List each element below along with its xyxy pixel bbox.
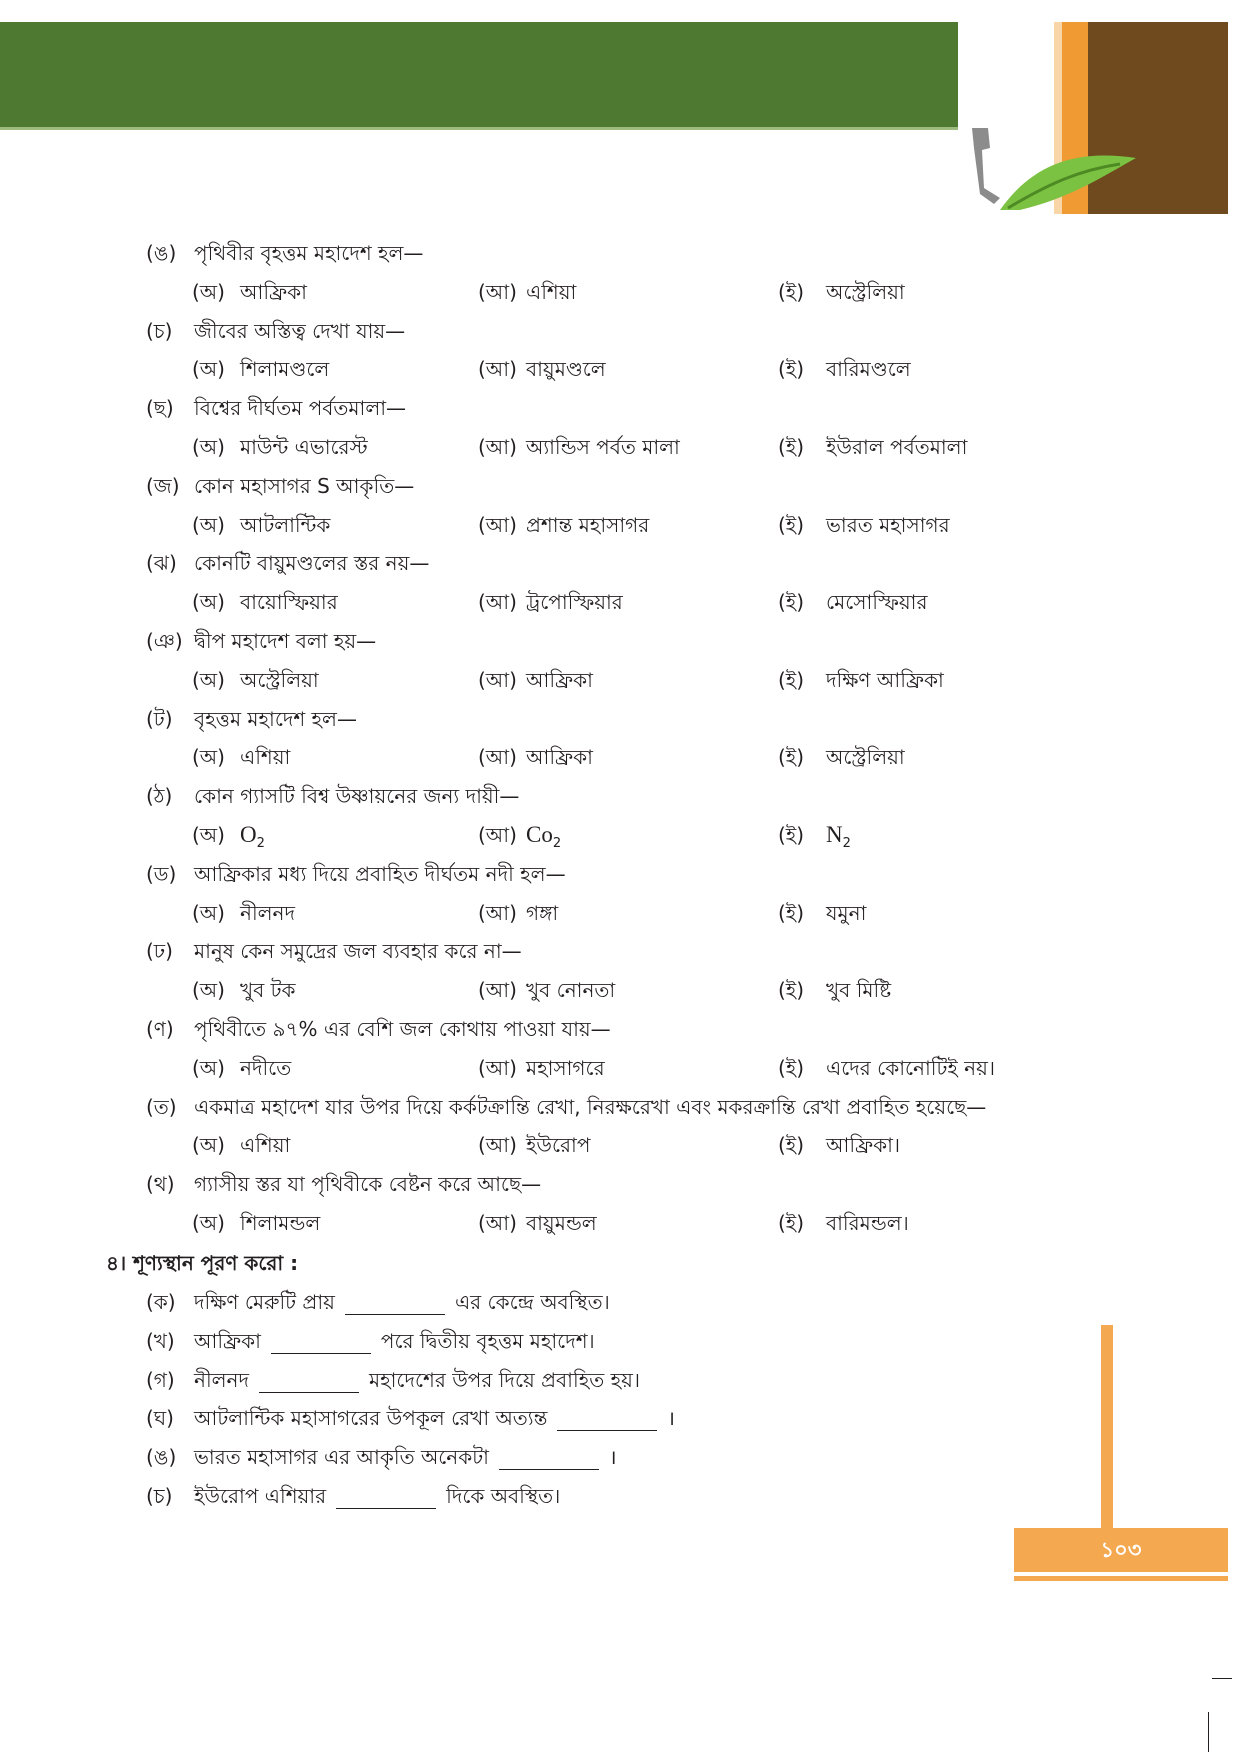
item-number: (ঘ) <box>146 1406 174 1431</box>
question-text: কোন মহাসাগর S আকৃতি— <box>194 473 415 498</box>
mcq-option <box>778 1052 995 1084</box>
mcq-question <box>146 1168 541 1200</box>
option-text: বায়ুমণ্ডলে <box>526 357 606 382</box>
option-text: N <box>826 822 843 847</box>
item-text-after: পরে দ্বিতীয় বৃহত্তম মহাদেশ। <box>380 1328 595 1353</box>
mcq-option <box>778 819 851 851</box>
mcq-option <box>192 1052 291 1084</box>
option-label: (ই) <box>778 357 805 382</box>
option-label: (ই) <box>778 1211 805 1235</box>
mcq-question <box>146 237 423 269</box>
mcq-option <box>192 1207 320 1239</box>
option-label: (আ) <box>478 1133 517 1158</box>
mcq-option <box>192 353 329 385</box>
option-text: খুব টক <box>240 978 296 1003</box>
option-label: (অ) <box>192 745 225 770</box>
mcq-option <box>478 819 561 851</box>
option-text: অস্ট্রেলিয়া <box>826 745 905 770</box>
option-text: অস্ট্রেলিয়া <box>826 279 905 304</box>
option-text: বায়োস্ফিয়ার <box>240 590 338 615</box>
option-label: (আ) <box>478 357 517 382</box>
option-label: (অ) <box>192 667 225 692</box>
option-label: (অ) <box>192 1055 225 1080</box>
mcq-question <box>146 703 357 735</box>
option-label: (ই) <box>778 823 805 847</box>
option-text: ভারত মহাসাগর <box>826 512 950 537</box>
option-text: বারিমন্ডল। <box>826 1211 909 1235</box>
mcq-option <box>778 276 905 308</box>
option-text: শিলামণ্ডলে <box>240 357 330 382</box>
option-label: (অ) <box>192 279 225 304</box>
option-text: খুব নোনতা <box>526 978 616 1003</box>
option-text: ট্রপোস্ফিয়ার <box>526 590 623 615</box>
mcq-option <box>478 974 615 1006</box>
option-label: (ই) <box>778 512 805 537</box>
option-text: অ্যান্ডিস পর্বত মালা <box>526 435 680 459</box>
mcq-option <box>478 664 593 696</box>
question-number: (চ) <box>146 318 173 343</box>
option-label: (আ) <box>478 512 517 537</box>
option-label: (ই) <box>778 1055 805 1080</box>
item-number: (গ) <box>146 1367 175 1392</box>
option-label: (ই) <box>778 900 805 925</box>
question-text: মানুষ কেন সমুদ্রের জল ব্যবহার করে না— <box>194 939 522 964</box>
formula-subscript: 2 <box>842 836 851 851</box>
option-text: বায়ুমন্ডল <box>526 1211 597 1235</box>
option-label: (অ) <box>192 900 225 925</box>
mcq-question <box>146 780 519 812</box>
header-banner <box>0 22 958 127</box>
mcq-option <box>192 276 307 308</box>
item-number: (চ) <box>146 1484 173 1508</box>
crop-mark-h <box>1212 1678 1232 1679</box>
option-label: (আ) <box>478 1211 517 1235</box>
question-text: আফ্রিকার মধ্য দিয়ে প্রবাহিত দীর্ঘতম নদী হল— <box>194 861 566 886</box>
header-rule <box>0 127 958 130</box>
option-text: শিলামন্ডল <box>240 1211 321 1235</box>
option-text: মেসোস্ফিয়ার <box>826 590 928 615</box>
question-number: (ঝ) <box>146 551 177 576</box>
mcq-question <box>146 625 376 657</box>
item-text-before: নীলনদ <box>194 1367 250 1392</box>
question-text: কোনটি বায়ুমণ্ডলের স্তর নয়— <box>194 551 430 576</box>
question-text: বৃহত্তম মহাদেশ হল— <box>194 706 357 731</box>
formula-subscript: 2 <box>256 836 265 851</box>
option-text: খুব মিষ্টি <box>826 978 892 1003</box>
blank-line <box>345 1292 445 1315</box>
mcq-option <box>192 664 319 696</box>
mcq-question <box>146 1091 986 1123</box>
option-text: এশিয়া <box>240 745 291 770</box>
option-text: এশিয়া <box>240 1133 291 1158</box>
mcq-option <box>478 431 680 463</box>
mcq-option <box>478 1129 590 1161</box>
mcq-option <box>478 276 576 308</box>
option-text: বারিমণ্ডলে <box>826 357 911 382</box>
option-text: Co <box>526 822 553 847</box>
option-text: অস্ট্রেলিয়া <box>240 667 319 692</box>
question-text: একমাত্র মহাদেশ যার উপর দিয়ে কর্কটক্রান্তি রেখা, নিরক্ষরেখা এবং মকরক্রান্তি রেখা প্রবাহিত হয়েছে— <box>194 1094 987 1119</box>
option-text: O <box>240 822 257 847</box>
option-label: (অ) <box>192 590 225 615</box>
mcq-option <box>478 1207 597 1239</box>
option-text: মাউন্ট এভারেস্ট <box>240 435 368 459</box>
question-number: (ঞ) <box>146 629 183 653</box>
fill-blank-item <box>146 1325 595 1357</box>
mcq-question <box>146 858 566 890</box>
blank-line <box>271 1331 371 1354</box>
option-label: (অ) <box>192 1211 225 1235</box>
question-number: (থ) <box>146 1172 175 1197</box>
formula-subscript: 2 <box>552 836 562 851</box>
item-text-after: এর কেন্দ্রে অবস্থিত। <box>454 1290 610 1314</box>
item-text-after: । <box>667 1406 675 1431</box>
mcq-option <box>778 353 911 385</box>
item-text-before: দক্ষিণ মেরুটি প্রায় <box>194 1290 335 1314</box>
mcq-option <box>192 431 368 463</box>
question-number: (ণ) <box>146 1017 174 1041</box>
item-text-before: ইউরোপ এশিয়ার <box>194 1484 327 1508</box>
option-label: (অ) <box>192 512 225 537</box>
question-number: (ড) <box>146 861 177 886</box>
mcq-question <box>146 547 429 579</box>
mcq-option <box>478 586 623 618</box>
option-text: আফ্রিকা <box>526 667 593 692</box>
mcq-option <box>478 741 593 773</box>
mcq-option <box>778 897 866 929</box>
option-label: (আ) <box>478 435 517 459</box>
question-text: গ্যাসীয় স্তর যা পৃথিবীকে বেষ্টন করে আছে— <box>194 1172 542 1197</box>
mcq-option <box>778 664 944 696</box>
option-text: আফ্রিকা <box>526 745 593 770</box>
option-label: (আ) <box>478 900 517 925</box>
option-label: (ই) <box>778 279 805 304</box>
option-text: ইউরোপ <box>526 1133 591 1158</box>
mcq-question <box>146 315 405 347</box>
mcq-question <box>146 935 522 967</box>
mcq-question <box>146 392 406 424</box>
option-text: যমুনা <box>826 900 867 925</box>
mcq-option <box>778 509 950 541</box>
question-text: দ্বীপ মহাদেশ বলা হয়— <box>194 629 377 653</box>
mcq-option <box>478 1052 605 1084</box>
option-label: (অ) <box>192 1133 225 1158</box>
option-label: (আ) <box>478 590 517 615</box>
option-label: (ই) <box>778 590 805 615</box>
blank-line <box>336 1486 436 1509</box>
option-label: (আ) <box>478 745 517 770</box>
item-text-after: দিকে অবস্থিত। <box>446 1484 561 1508</box>
question-text: পৃথিবীতে ৯৭% এর বেশি জল কোথায় পাওয়া যায়— <box>194 1017 611 1041</box>
option-text: প্রশান্ত মহাসাগর <box>526 512 650 537</box>
side-accent-bar <box>1101 1325 1113 1530</box>
fill-blank-item <box>146 1402 675 1434</box>
section-4-title: ৪। শূণ্যস্থান পূরণ করো : <box>106 1251 299 1275</box>
mcq-option <box>192 897 295 929</box>
mcq-option <box>478 509 649 541</box>
question-number: (ঙ) <box>146 241 177 265</box>
question-number: (ঢ) <box>146 939 173 964</box>
item-text-after: মহাদেশের উপর দিয়ে প্রবাহিত হয়। <box>369 1367 641 1392</box>
page-number-rule <box>1014 1576 1228 1581</box>
mcq-question <box>146 470 414 502</box>
question-number: (ঠ) <box>146 784 173 809</box>
item-text-before: আফ্রিকা <box>194 1328 261 1353</box>
fill-blank-item <box>146 1441 617 1473</box>
mcq-option <box>478 353 606 385</box>
blank-line <box>259 1370 359 1393</box>
question-text: বিশ্বের দীর্ঘতম পর্বতমালা— <box>194 396 407 421</box>
mcq-option <box>192 1129 290 1161</box>
option-label: (আ) <box>478 823 517 847</box>
mcq-option <box>778 974 891 1006</box>
option-text: নীলনদ <box>240 900 296 925</box>
option-label: (আ) <box>478 978 517 1003</box>
mcq-option <box>478 897 558 929</box>
option-text: আফ্রিকা। <box>826 1133 901 1158</box>
option-label: (ই) <box>778 978 805 1003</box>
item-text-before: ভারত মহাসাগর এর আকৃতি অনেকটা <box>194 1445 489 1470</box>
option-label: (আ) <box>478 1055 517 1080</box>
question-text: জীবের অস্তিত্ব দেখা যায়— <box>194 318 406 343</box>
leaf-pen-icon <box>960 128 1140 228</box>
option-label: (অ) <box>192 978 225 1003</box>
fill-blank-item <box>146 1480 560 1512</box>
mcq-option <box>778 1207 909 1239</box>
option-text: নদীতে <box>240 1055 292 1080</box>
option-label: (অ) <box>192 435 225 459</box>
blank-line <box>557 1408 657 1431</box>
mcq-option <box>192 586 338 618</box>
page-number: ১০৩ <box>1014 1528 1228 1572</box>
question-number: (ট) <box>146 706 173 731</box>
question-number: (জ) <box>146 473 180 498</box>
question-text: কোন গ্যাসটি বিশ্ব উষ্ণায়নের জন্য দায়ী— <box>194 784 520 809</box>
mcq-option <box>778 431 967 463</box>
question-number: (ছ) <box>146 396 174 421</box>
option-text: গঙ্গা <box>526 900 559 925</box>
mcq-option <box>192 974 296 1006</box>
option-label: (আ) <box>478 279 517 304</box>
option-text: আফ্রিকা <box>240 279 307 304</box>
option-text: এদের কোনোটিই নয়। <box>826 1055 996 1080</box>
option-label: (আ) <box>478 667 517 692</box>
mcq-question <box>146 1013 611 1045</box>
option-text: ইউরাল পর্বতমালা <box>826 435 968 459</box>
item-text-after: । <box>608 1445 617 1470</box>
option-text: মহাসাগরে <box>526 1055 605 1080</box>
fill-blank-item <box>146 1364 640 1396</box>
question-number: (ত) <box>146 1094 177 1119</box>
fill-blank-item <box>146 1286 610 1318</box>
mcq-option <box>778 741 905 773</box>
option-text: দক্ষিণ আফ্রিকা <box>826 667 944 692</box>
mcq-option <box>192 509 330 541</box>
option-label: (ই) <box>778 667 805 692</box>
item-number: (ক) <box>146 1290 176 1314</box>
blank-line <box>499 1447 599 1470</box>
item-text-before: আটলান্টিক মহাসাগরের উপকূল রেখা অত্যন্ত <box>194 1406 548 1431</box>
mcq-option <box>778 586 927 618</box>
crop-mark-v <box>1208 1712 1209 1752</box>
mcq-option <box>192 741 290 773</box>
option-label: (ই) <box>778 745 805 770</box>
item-number: (খ) <box>146 1328 175 1353</box>
option-text: এশিয়া <box>526 279 577 304</box>
option-label: (অ) <box>192 823 225 847</box>
question-text: পৃথিবীর বৃহত্তম মহাদেশ হল— <box>194 241 424 265</box>
mcq-option <box>778 1129 900 1161</box>
option-label: (ই) <box>778 1133 805 1158</box>
mcq-option <box>192 819 265 851</box>
option-text: আটলান্টিক <box>240 512 331 537</box>
option-label: (ই) <box>778 435 805 459</box>
option-label: (অ) <box>192 357 225 382</box>
item-number: (ঙ) <box>146 1445 177 1470</box>
